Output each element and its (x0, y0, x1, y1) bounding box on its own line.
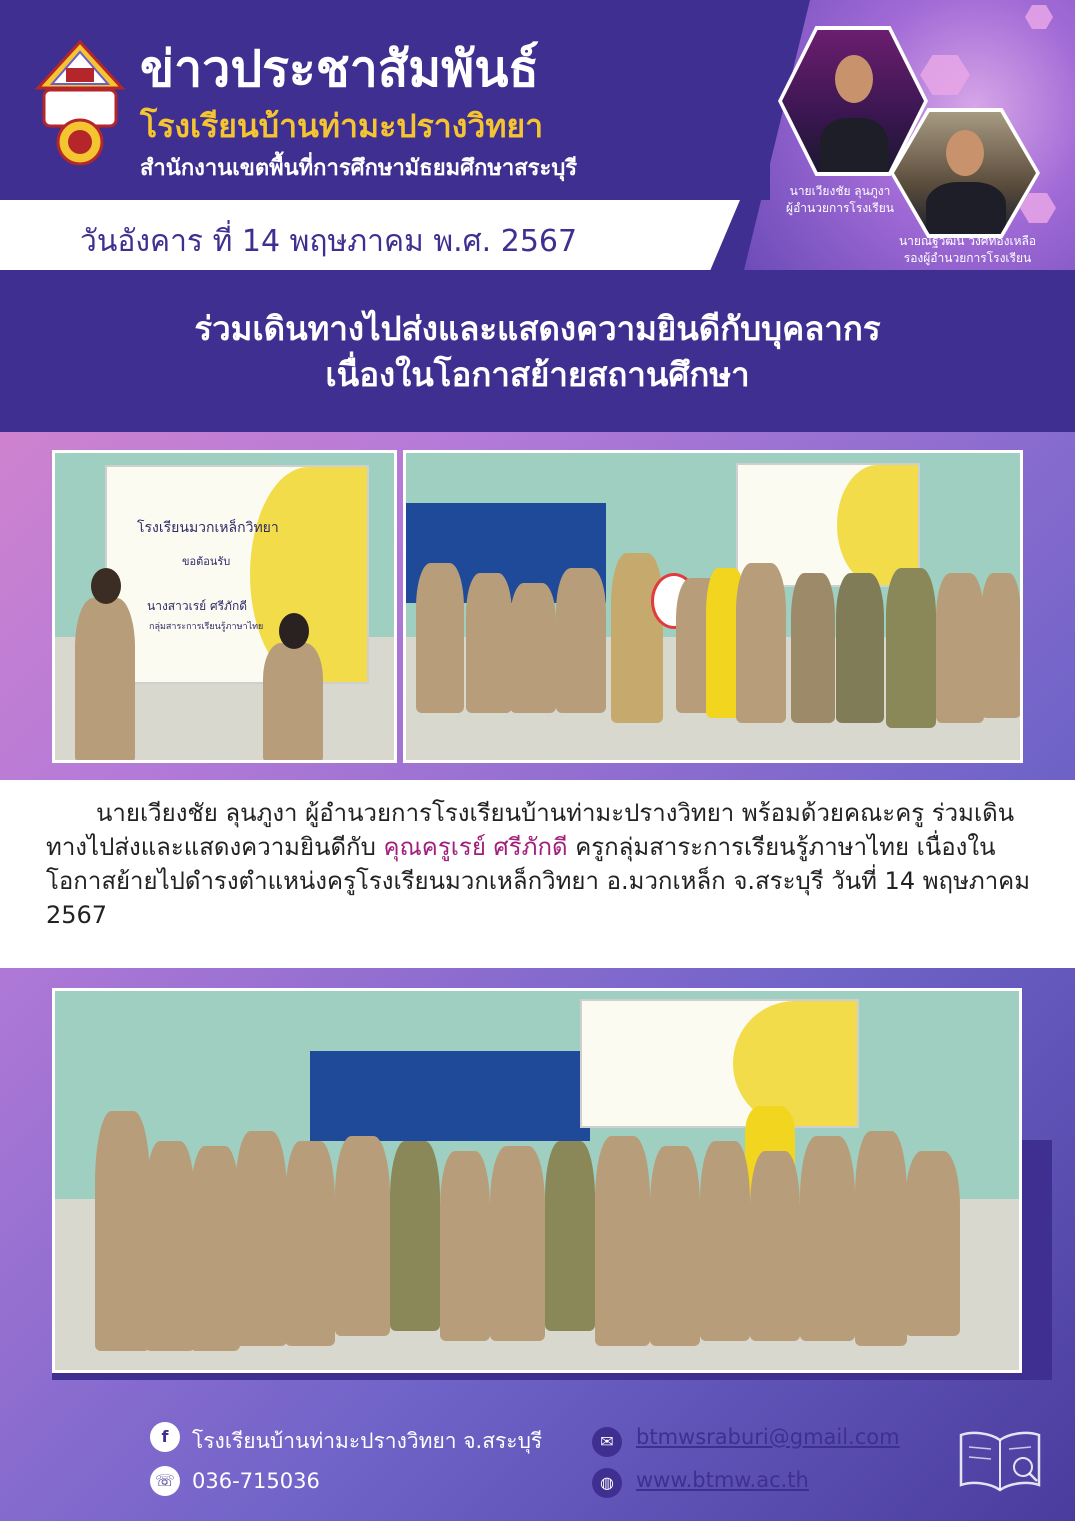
body-part-2: ครูกลุ่มสาระการเรียนรู้ภาษาไทย เนื่องในโอกาสย้ายไปดำรงตำแหน่งครูโรงเรียนมวกเหล็กวิทยา อ.มวกเหล็ก จ.สระบุรี วันที่ 14 พฤษภาคม 2567 (46, 833, 1031, 929)
body-highlight-name: คุณครูเรย์ ศรีภักดี (383, 833, 568, 861)
school-logo (30, 38, 130, 168)
body-part-1: นายเวียงชัย ลุนภูงา ผู้อำนวยการโรงเรียนบ้านท่ามะปรางวิทยา พร้อมด้วยคณะครู ร่วมเดินทางไปส่งและแสดงความยินดีกับ (46, 799, 1015, 861)
director-name: นายเวียงชัย ลุนภูงา (789, 184, 891, 198)
facebook-icon: f (150, 1422, 180, 1452)
book-icon (955, 1425, 1045, 1495)
school-name: โรงเรียนบ้านท่ามะปรางวิทยา (140, 107, 544, 145)
director-position: ผู้อำนวยการโรงเรียน (786, 201, 894, 215)
page-title: ข่าวประชาสัมพันธ์ (140, 40, 539, 98)
photo-speech (52, 450, 397, 763)
screen-welcome: ขอต้อนรับ (182, 555, 231, 568)
photo-flower-presentation (403, 450, 1023, 763)
email-icon: ✉ (592, 1427, 622, 1457)
footer-website[interactable]: www.btmw.ac.th (636, 1468, 809, 1492)
headline-line-1: ร่วมเดินทางไปส่งและแสดงความยินดีกับบุคลากร (194, 309, 881, 348)
director-caption (780, 183, 900, 217)
screen-name: นางสาวเรย์ ศรีภักดี (147, 599, 248, 613)
photo-group (52, 988, 1022, 1373)
deputy-name: นายณัฐวัฒน์ วงศ์ทองเหลือ (898, 234, 1037, 248)
deputy-caption (880, 233, 1055, 267)
news-body (46, 796, 1036, 932)
screen-dept: กลุ่มสาระการเรียนรู้ภาษาไทย (149, 622, 264, 632)
globe-icon: ◍ (592, 1468, 622, 1498)
office-name: สำนักงานเขตพื้นที่การศึกษามัธยมศึกษาสระบุรี (140, 156, 578, 181)
date: วันอังคาร ที่ 14 พฤษภาคม พ.ศ. 2567 (80, 224, 578, 259)
footer-email[interactable]: btmwsraburi@gmail.com (636, 1425, 900, 1449)
phone-icon: ☏ (150, 1466, 180, 1496)
footer-phone[interactable]: 036-715036 (192, 1469, 320, 1493)
screen-school-name: โรงเรียนมวกเหล็กวิทยา (137, 520, 279, 536)
headline (0, 306, 1075, 398)
headline-line-2: เนื่องในโอกาสย้ายสถานศึกษา (325, 355, 750, 394)
footer-facebook[interactable]: โรงเรียนบ้านท่ามะปรางวิทยา จ.สระบุรี (192, 1429, 543, 1453)
deputy-position: รองผู้อำนวยการโรงเรียน (903, 251, 1032, 265)
